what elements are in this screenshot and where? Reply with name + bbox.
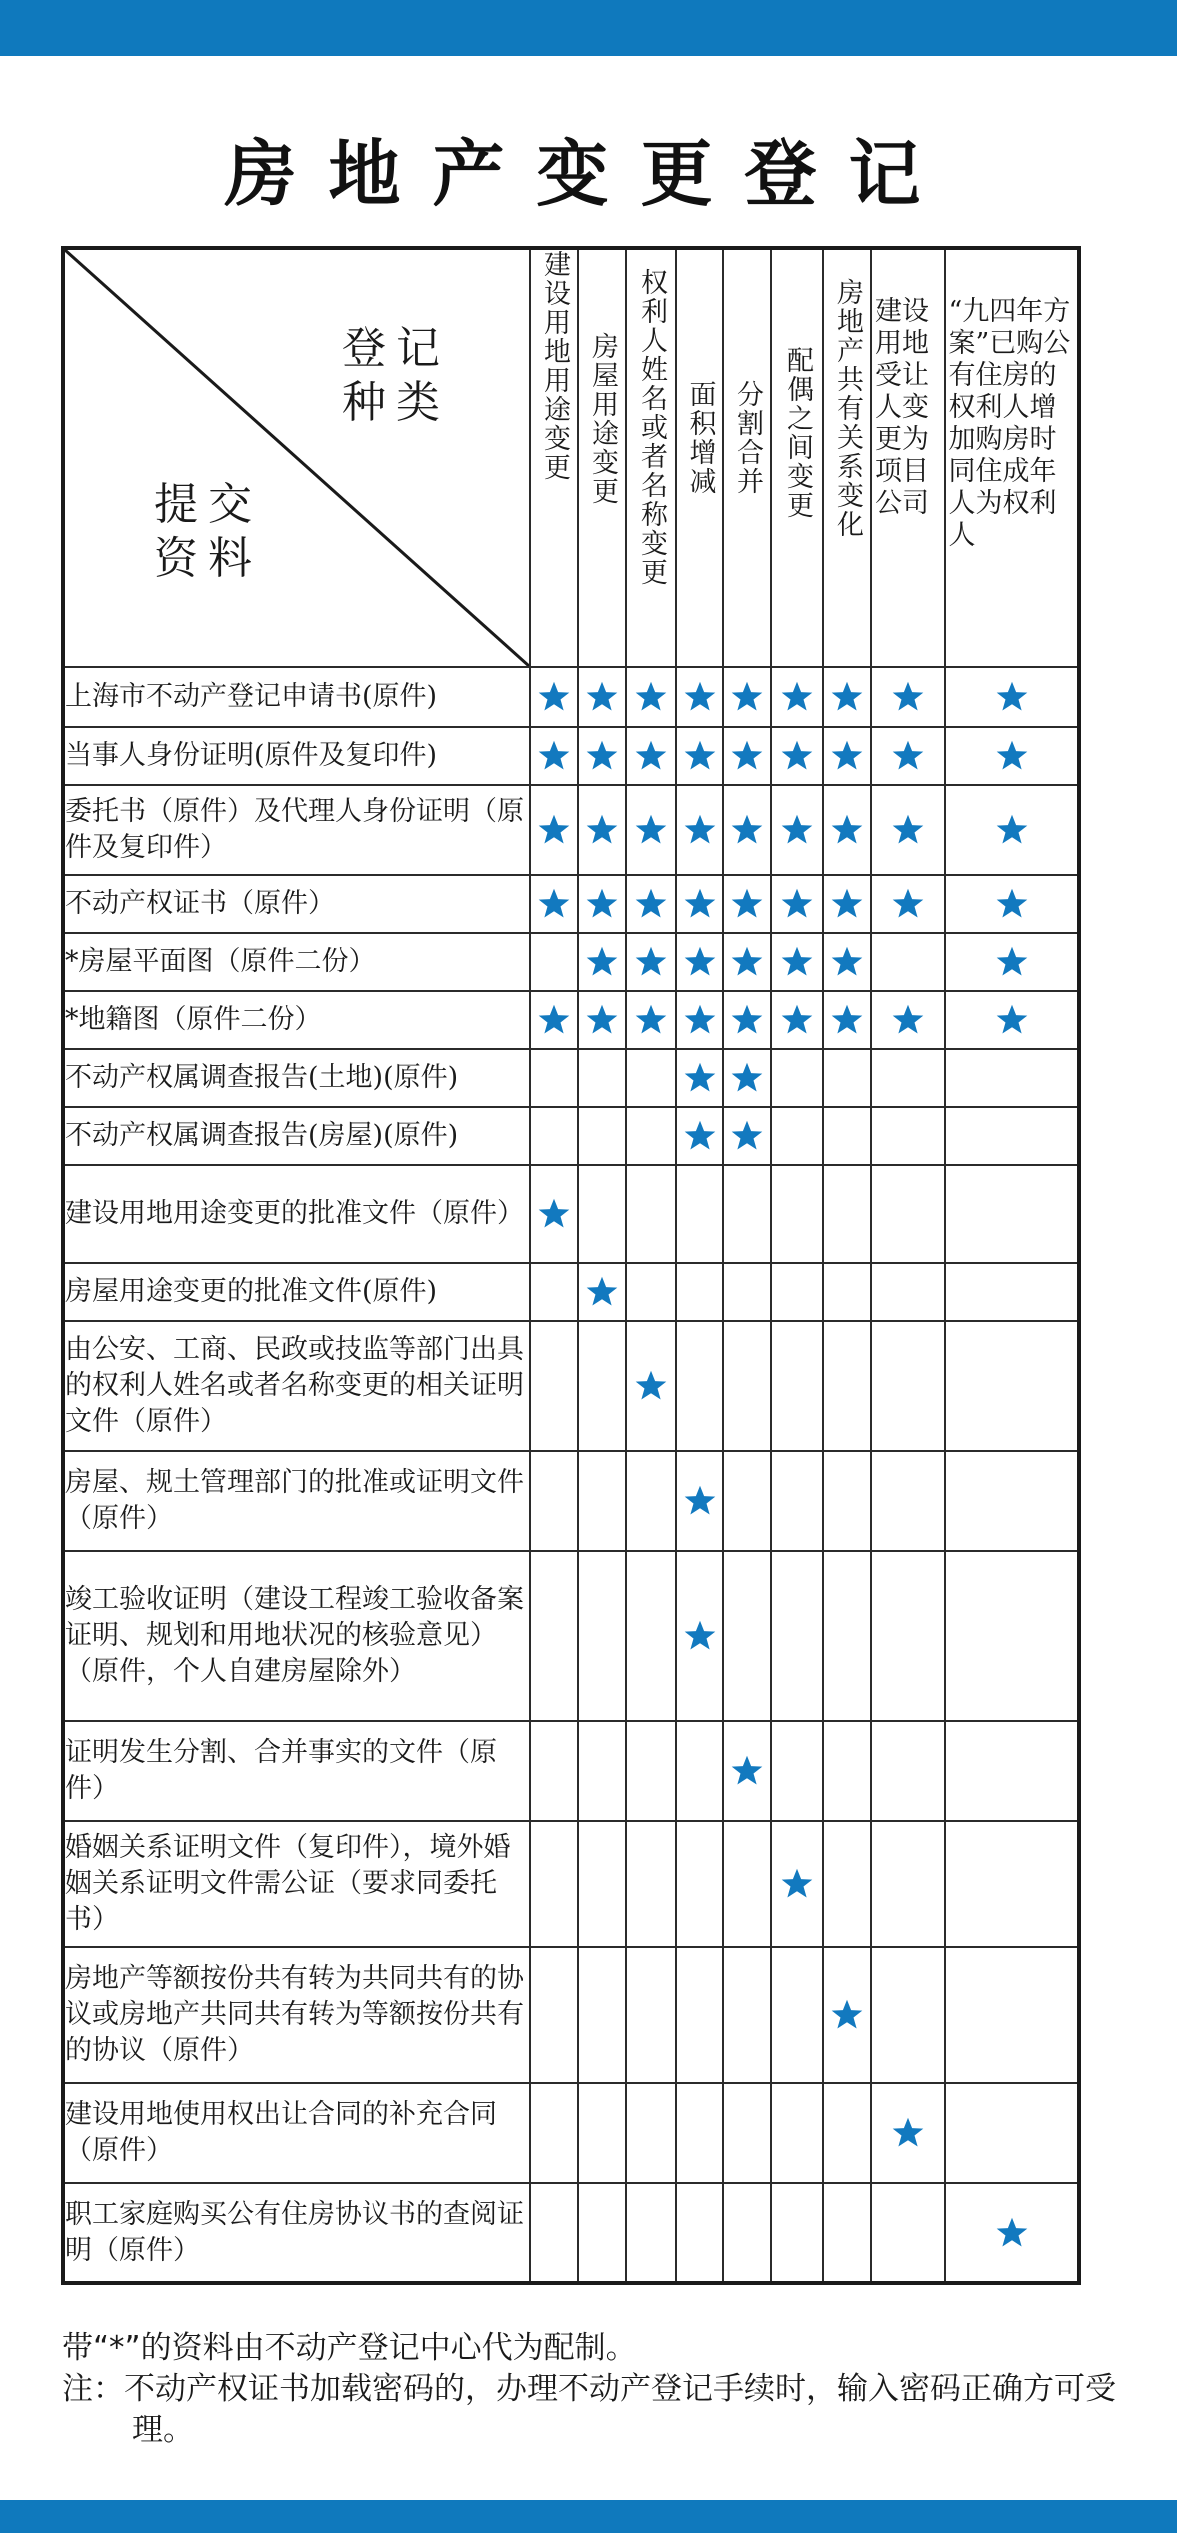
required-star-icon bbox=[683, 1003, 717, 1037]
requirement-cell bbox=[530, 727, 578, 785]
requirement-cell bbox=[578, 2083, 626, 2183]
requirement-cell bbox=[771, 1821, 823, 1947]
required-star-icon bbox=[780, 887, 814, 921]
requirement-cell bbox=[823, 2183, 871, 2283]
document-label: 当事人身份证明(原件及复印件) bbox=[63, 727, 530, 785]
requirement-cell bbox=[871, 667, 945, 727]
requirement-cell bbox=[530, 1821, 578, 1947]
corner-header-cell bbox=[63, 248, 530, 667]
requirement-cell bbox=[723, 1721, 771, 1821]
required-star-icon bbox=[634, 1369, 668, 1403]
table-row bbox=[63, 1107, 1079, 1165]
requirement-cell bbox=[871, 933, 945, 991]
requirement-cell bbox=[723, 1947, 771, 2083]
requirement-cell bbox=[676, 667, 723, 727]
requirement-cell bbox=[578, 1451, 626, 1551]
requirement-cell bbox=[771, 991, 823, 1049]
requirement-cell bbox=[626, 2083, 676, 2183]
table-row bbox=[63, 1551, 1079, 1721]
requirement-cell bbox=[626, 667, 676, 727]
requirement-cell bbox=[871, 1721, 945, 1821]
requirement-cell bbox=[823, 1321, 871, 1451]
document-label: *地籍图（原件二份） bbox=[63, 991, 530, 1049]
requirement-cell bbox=[945, 727, 1079, 785]
requirement-cell bbox=[823, 1165, 871, 1263]
column-header-label: 权利人姓名或者名称变更 bbox=[636, 268, 667, 587]
document-label: 不动产权证书（原件） bbox=[63, 875, 530, 933]
column-header-label: 分割合并 bbox=[732, 380, 763, 496]
required-star-icon bbox=[995, 1003, 1029, 1037]
requirement-cell bbox=[945, 1165, 1079, 1263]
requirement-cell bbox=[723, 1263, 771, 1321]
requirement-cell bbox=[723, 667, 771, 727]
requirement-cell bbox=[823, 933, 871, 991]
requirement-cell bbox=[871, 1821, 945, 1947]
requirement-cell bbox=[945, 1263, 1079, 1321]
requirement-cell bbox=[771, 1107, 823, 1165]
requirement-cell bbox=[723, 1165, 771, 1263]
requirement-cell bbox=[823, 727, 871, 785]
requirement-cell bbox=[578, 1721, 626, 1821]
bottom-color-band bbox=[0, 2500, 1177, 2533]
requirement-cell bbox=[578, 1321, 626, 1451]
requirement-cell bbox=[871, 1107, 945, 1165]
required-star-icon bbox=[891, 1003, 925, 1037]
requirement-cell bbox=[723, 2183, 771, 2283]
requirement-cell bbox=[723, 1551, 771, 1721]
required-star-icon bbox=[830, 887, 864, 921]
requirement-cell bbox=[771, 1947, 823, 2083]
requirement-cell bbox=[530, 1107, 578, 1165]
required-star-icon bbox=[683, 1484, 717, 1518]
document-label: 房屋、规土管理部门的批准或证明文件（原件） bbox=[63, 1451, 530, 1551]
requirement-cell bbox=[676, 785, 723, 875]
requirement-cell bbox=[530, 667, 578, 727]
requirement-cell bbox=[771, 1551, 823, 1721]
document-label: 房地产等额按份共有转为共同共有的协议或房地产共同共有转为等额按份共有的协议（原件） bbox=[63, 1947, 530, 2083]
requirement-cell bbox=[626, 1321, 676, 1451]
required-star-icon bbox=[634, 680, 668, 714]
table-row bbox=[63, 1049, 1079, 1107]
document-label: 竣工验收证明（建设工程竣工验收备案证明、规划和用地状况的核验意见）（原件，个人自建房屋除外） bbox=[63, 1551, 530, 1721]
required-star-icon bbox=[830, 945, 864, 979]
requirement-cell bbox=[676, 1821, 723, 1947]
requirement-cell bbox=[626, 1263, 676, 1321]
requirement-cell bbox=[626, 1721, 676, 1821]
required-star-icon bbox=[585, 739, 619, 773]
requirement-cell bbox=[771, 1721, 823, 1821]
document-label: 证明发生分割、合并事实的文件（原件） bbox=[63, 1721, 530, 1821]
required-star-icon bbox=[995, 887, 1029, 921]
requirement-cell bbox=[945, 933, 1079, 991]
requirement-cell bbox=[823, 785, 871, 875]
requirement-cell bbox=[823, 1451, 871, 1551]
required-star-icon bbox=[683, 739, 717, 773]
requirement-cell bbox=[676, 875, 723, 933]
column-header-label: 建设用地受让人变更为项目公司 bbox=[875, 296, 929, 519]
requirement-cell bbox=[945, 1451, 1079, 1551]
required-star-icon bbox=[683, 680, 717, 714]
requirement-cell bbox=[771, 933, 823, 991]
requirement-cell bbox=[945, 667, 1079, 727]
required-star-icon bbox=[585, 813, 619, 847]
requirement-cell bbox=[578, 1107, 626, 1165]
table-row bbox=[63, 2083, 1079, 2183]
required-star-icon bbox=[995, 813, 1029, 847]
required-star-icon bbox=[780, 945, 814, 979]
required-star-icon bbox=[537, 680, 571, 714]
required-star-icon bbox=[585, 887, 619, 921]
requirement-cell bbox=[530, 1551, 578, 1721]
document-label: 由公安、工商、民政或技监等部门出具的权利人姓名或者名称变更的相关证明文件（原件） bbox=[63, 1321, 530, 1451]
requirement-cell bbox=[578, 727, 626, 785]
submitted-documents-label: 提交资料 bbox=[154, 479, 262, 584]
requirement-cell bbox=[823, 1551, 871, 1721]
required-star-icon bbox=[891, 739, 925, 773]
requirement-cell bbox=[530, 991, 578, 1049]
requirement-cell bbox=[723, 785, 771, 875]
required-star-icon bbox=[730, 739, 764, 773]
requirement-cell bbox=[871, 1263, 945, 1321]
requirement-cell bbox=[578, 1551, 626, 1721]
requirement-cell bbox=[626, 875, 676, 933]
requirement-cell bbox=[771, 727, 823, 785]
requirement-cell bbox=[578, 1821, 626, 1947]
required-star-icon bbox=[683, 1619, 717, 1653]
requirement-cell bbox=[676, 1947, 723, 2083]
requirement-cell bbox=[626, 727, 676, 785]
requirement-cell bbox=[626, 1165, 676, 1263]
requirement-cell bbox=[626, 1451, 676, 1551]
required-star-icon bbox=[891, 680, 925, 714]
footnotes bbox=[62, 2328, 1122, 2451]
table-row bbox=[63, 667, 1079, 727]
required-star-icon bbox=[585, 945, 619, 979]
required-star-icon bbox=[537, 1197, 571, 1231]
required-star-icon bbox=[683, 1119, 717, 1153]
document-label: *房屋平面图（原件二份） bbox=[63, 933, 530, 991]
requirement-cell bbox=[626, 933, 676, 991]
requirement-cell bbox=[676, 1165, 723, 1263]
requirement-cell bbox=[578, 785, 626, 875]
table-row bbox=[63, 785, 1079, 875]
required-star-icon bbox=[537, 813, 571, 847]
requirement-cell bbox=[945, 2083, 1079, 2183]
table-row bbox=[63, 727, 1079, 785]
document-label: 委托书（原件）及代理人身份证明（原件及复印件） bbox=[63, 785, 530, 875]
column-header-label: 面积增减 bbox=[684, 380, 716, 496]
required-star-icon bbox=[830, 813, 864, 847]
requirement-cell bbox=[771, 1165, 823, 1263]
required-star-icon bbox=[683, 945, 717, 979]
requirement-cell bbox=[530, 1165, 578, 1263]
requirement-cell bbox=[530, 1049, 578, 1107]
requirement-cell bbox=[578, 1165, 626, 1263]
column-header-split-merge bbox=[723, 248, 771, 667]
requirement-cell bbox=[530, 1321, 578, 1451]
requirement-cell bbox=[578, 1263, 626, 1321]
requirement-cell bbox=[871, 1049, 945, 1107]
column-header-label: 房地产共有关系变化 bbox=[832, 278, 863, 539]
requirement-cell bbox=[626, 1821, 676, 1947]
requirement-cell bbox=[578, 1947, 626, 2083]
requirement-cell bbox=[578, 933, 626, 991]
requirement-cell bbox=[626, 785, 676, 875]
requirement-cell bbox=[871, 875, 945, 933]
requirement-cell bbox=[578, 2183, 626, 2283]
required-star-icon bbox=[995, 945, 1029, 979]
required-star-icon bbox=[730, 1061, 764, 1095]
column-header-public-housing-94 bbox=[945, 248, 1079, 667]
column-header-label: 建设用地用途变更 bbox=[539, 250, 570, 482]
requirement-cell bbox=[771, 875, 823, 933]
required-star-icon bbox=[634, 887, 668, 921]
required-star-icon bbox=[830, 680, 864, 714]
required-star-icon bbox=[585, 1275, 619, 1309]
required-star-icon bbox=[634, 739, 668, 773]
requirement-cell bbox=[723, 1107, 771, 1165]
required-star-icon bbox=[995, 739, 1029, 773]
requirement-cell bbox=[578, 875, 626, 933]
required-star-icon bbox=[537, 739, 571, 773]
table-row bbox=[63, 1165, 1079, 1263]
page-title: 房地产变更登记 bbox=[224, 132, 953, 216]
requirement-cell bbox=[530, 1451, 578, 1551]
requirement-cell bbox=[871, 2083, 945, 2183]
requirement-cell bbox=[771, 667, 823, 727]
table-row bbox=[63, 2183, 1079, 2283]
table-header-row bbox=[63, 248, 1079, 667]
requirement-cell bbox=[723, 727, 771, 785]
requirement-cell bbox=[676, 1049, 723, 1107]
required-star-icon bbox=[585, 680, 619, 714]
table-row bbox=[63, 1263, 1079, 1321]
corner-diagonal-line bbox=[65, 250, 529, 666]
requirement-cell bbox=[871, 785, 945, 875]
required-star-icon bbox=[730, 1003, 764, 1037]
table-row bbox=[63, 1721, 1079, 1821]
requirement-cell bbox=[723, 933, 771, 991]
required-star-icon bbox=[995, 680, 1029, 714]
requirement-cell bbox=[530, 2083, 578, 2183]
requirement-cell bbox=[823, 1721, 871, 1821]
required-star-icon bbox=[683, 1061, 717, 1095]
required-star-icon bbox=[780, 1867, 814, 1901]
required-star-icon bbox=[634, 945, 668, 979]
requirement-cell bbox=[823, 667, 871, 727]
requirement-cell bbox=[945, 875, 1079, 933]
required-star-icon bbox=[730, 1754, 764, 1788]
requirement-cell bbox=[945, 1721, 1079, 1821]
requirement-cell bbox=[723, 991, 771, 1049]
table-row bbox=[63, 1947, 1079, 2083]
requirement-cell bbox=[626, 1551, 676, 1721]
requirement-cell bbox=[823, 875, 871, 933]
column-header-name-change bbox=[626, 248, 676, 667]
required-star-icon bbox=[730, 813, 764, 847]
requirement-cell bbox=[626, 2183, 676, 2283]
table-row bbox=[63, 1821, 1079, 1947]
requirement-cell bbox=[823, 1263, 871, 1321]
column-header-transferee-change bbox=[871, 248, 945, 667]
table-row bbox=[63, 1451, 1079, 1551]
requirement-cell bbox=[871, 2183, 945, 2283]
requirement-cell bbox=[676, 1107, 723, 1165]
requirement-cell bbox=[530, 1263, 578, 1321]
requirement-cell bbox=[771, 1049, 823, 1107]
requirement-cell bbox=[871, 1165, 945, 1263]
required-star-icon bbox=[891, 887, 925, 921]
required-star-icon bbox=[891, 813, 925, 847]
requirement-cell bbox=[676, 727, 723, 785]
document-label: 职工家庭购买公有住房协议书的查阅证明（原件） bbox=[63, 2183, 530, 2283]
required-star-icon bbox=[780, 680, 814, 714]
requirement-cell bbox=[945, 1947, 1079, 2083]
document-label: 不动产权属调查报告(房屋)(原件) bbox=[63, 1107, 530, 1165]
required-star-icon bbox=[730, 1119, 764, 1153]
document-label: 建设用地用途变更的批准文件（原件） bbox=[63, 1165, 530, 1263]
required-star-icon bbox=[830, 1998, 864, 2032]
requirement-cell bbox=[676, 933, 723, 991]
column-header-house-use-change bbox=[578, 248, 626, 667]
requirement-cell bbox=[530, 2183, 578, 2283]
requirement-cell bbox=[945, 1049, 1079, 1107]
requirement-cell bbox=[771, 1263, 823, 1321]
requirement-cell bbox=[945, 785, 1079, 875]
requirement-cell bbox=[823, 1107, 871, 1165]
table-row bbox=[63, 1321, 1079, 1451]
requirement-cell bbox=[823, 1947, 871, 2083]
column-header-spouse-change bbox=[771, 248, 823, 667]
required-star-icon bbox=[634, 1003, 668, 1037]
column-header-label: “九四年方案”已购公有住房的权利人增加购房时同住成年人为权利人 bbox=[948, 296, 1071, 551]
requirement-cell bbox=[676, 2083, 723, 2183]
required-star-icon bbox=[683, 887, 717, 921]
document-label: 上海市不动产登记申请书(原件) bbox=[63, 667, 530, 727]
requirement-cell bbox=[723, 1049, 771, 1107]
requirement-cell bbox=[871, 1947, 945, 2083]
document-label: 不动产权属调查报告(土地)(原件) bbox=[63, 1049, 530, 1107]
requirement-cell bbox=[871, 991, 945, 1049]
password-footnote: 注：不动产权证书加载密码的，办理不动产登记手续时，输入密码正确方可受理。 bbox=[62, 2371, 1116, 2448]
table-body bbox=[63, 667, 1079, 2283]
document-label: 房屋用途变更的批准文件(原件) bbox=[63, 1263, 530, 1321]
registration-requirements-table bbox=[61, 246, 1081, 2285]
required-star-icon bbox=[995, 2216, 1029, 2250]
requirement-cell bbox=[578, 991, 626, 1049]
required-star-icon bbox=[634, 813, 668, 847]
requirement-cell bbox=[945, 2183, 1079, 2283]
requirement-cell bbox=[578, 1049, 626, 1107]
table-row bbox=[63, 875, 1079, 933]
requirement-cell bbox=[626, 1947, 676, 2083]
requirement-cell bbox=[723, 1451, 771, 1551]
requirement-cell bbox=[676, 2183, 723, 2283]
requirement-cell bbox=[723, 875, 771, 933]
requirement-cell bbox=[871, 1551, 945, 1721]
required-star-icon bbox=[537, 887, 571, 921]
column-header-area-change bbox=[676, 248, 723, 667]
required-star-icon bbox=[780, 739, 814, 773]
requirement-cell bbox=[530, 785, 578, 875]
requirement-cell bbox=[676, 1721, 723, 1821]
requirement-cell bbox=[823, 1049, 871, 1107]
requirement-cell bbox=[945, 991, 1079, 1049]
required-star-icon bbox=[585, 1003, 619, 1037]
required-star-icon bbox=[780, 813, 814, 847]
column-header-label: 房屋用途变更 bbox=[587, 332, 618, 506]
required-star-icon bbox=[730, 945, 764, 979]
requirement-cell bbox=[871, 1451, 945, 1551]
column-header-co-ownership-change bbox=[823, 248, 871, 667]
requirement-cell bbox=[945, 1321, 1079, 1451]
column-header-label: 配偶之间变更 bbox=[782, 346, 813, 520]
requirement-cell bbox=[530, 875, 578, 933]
document-label: 婚姻关系证明文件（复印件），境外婚姻关系证明文件需公证（要求同委托书） bbox=[63, 1821, 530, 1947]
document-label: 建设用地使用权出让合同的补充合同（原件） bbox=[63, 2083, 530, 2183]
requirement-cell bbox=[771, 1321, 823, 1451]
requirement-cell bbox=[676, 1263, 723, 1321]
required-star-icon bbox=[830, 739, 864, 773]
requirement-cell bbox=[676, 991, 723, 1049]
column-header-land-use-change bbox=[530, 248, 578, 667]
requirement-cell bbox=[626, 1107, 676, 1165]
asterisk-footnote: 带“*”的资料由不动产登记中心代为配制。 bbox=[62, 2330, 637, 2366]
requirement-cell bbox=[823, 991, 871, 1049]
required-star-icon bbox=[891, 2116, 925, 2150]
required-star-icon bbox=[780, 1003, 814, 1037]
requirement-cell bbox=[945, 1551, 1079, 1721]
requirement-cell bbox=[530, 1947, 578, 2083]
requirement-cell bbox=[530, 933, 578, 991]
requirement-cell bbox=[578, 667, 626, 727]
requirement-cell bbox=[676, 1451, 723, 1551]
requirement-cell bbox=[676, 1321, 723, 1451]
requirement-cell bbox=[871, 727, 945, 785]
required-star-icon bbox=[537, 1003, 571, 1037]
requirement-cell bbox=[771, 2083, 823, 2183]
required-star-icon bbox=[830, 1003, 864, 1037]
requirement-cell bbox=[676, 1551, 723, 1721]
table-row bbox=[63, 991, 1079, 1049]
required-star-icon bbox=[683, 813, 717, 847]
requirement-cell bbox=[771, 785, 823, 875]
requirement-cell bbox=[945, 1107, 1079, 1165]
requirement-cell bbox=[626, 1049, 676, 1107]
required-star-icon bbox=[730, 680, 764, 714]
top-color-band bbox=[0, 0, 1177, 56]
requirement-cell bbox=[723, 1321, 771, 1451]
required-star-icon bbox=[730, 887, 764, 921]
requirement-cell bbox=[723, 1821, 771, 1947]
requirement-cell bbox=[771, 2183, 823, 2283]
requirement-cell bbox=[723, 2083, 771, 2183]
requirement-cell bbox=[871, 1321, 945, 1451]
registration-type-label: 登记种类 bbox=[342, 323, 450, 428]
requirement-cell bbox=[823, 1821, 871, 1947]
table-row bbox=[63, 933, 1079, 991]
requirement-cell bbox=[626, 991, 676, 1049]
requirement-cell bbox=[945, 1821, 1079, 1947]
requirement-cell bbox=[530, 1721, 578, 1821]
requirement-cell bbox=[771, 1451, 823, 1551]
requirement-cell bbox=[823, 2083, 871, 2183]
